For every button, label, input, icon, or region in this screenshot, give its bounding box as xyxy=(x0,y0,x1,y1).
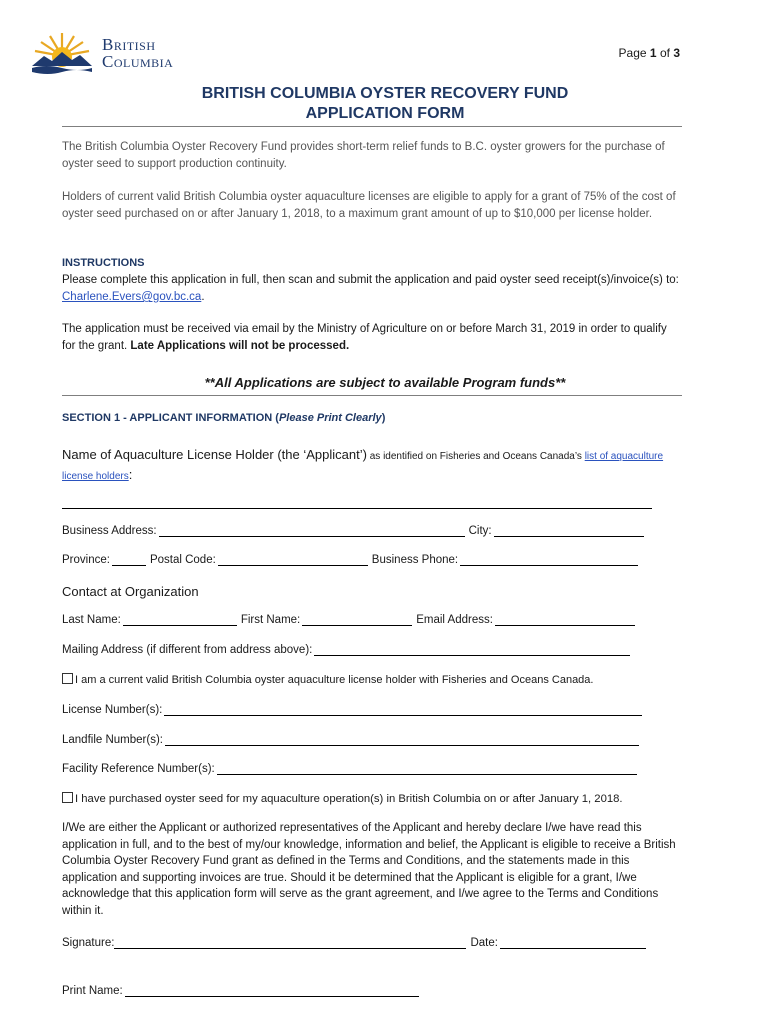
province-label: Province: xyxy=(62,554,110,566)
landfile-numbers-row xyxy=(62,733,643,746)
business-address-row xyxy=(62,524,648,537)
seed-purchase-checkbox-row xyxy=(62,792,623,805)
facility-reference-label: Facility Reference Number(s): xyxy=(62,763,215,775)
license-holder-checkbox-row xyxy=(62,673,593,686)
deadline-sentence: The application must be received via email by the Ministry of Agriculture on or before March 31, 2019 in order to qualify for the grant. xyxy=(62,323,667,352)
license-holder-checkbox[interactable] xyxy=(62,673,73,684)
license-numbers-label: License Number(s): xyxy=(62,704,163,716)
logo-text-line1: British xyxy=(102,35,156,54)
license-holder-checkbox-label: I am a current valid British Columbia oyster aquaculture license holder with Fisheries and Oceans Canada. xyxy=(75,674,594,686)
bc-logo-wordmark xyxy=(102,36,173,70)
applicant-name-main: Name of Aquaculture License Holder (the ‘Applicant’) xyxy=(62,447,367,462)
city-input[interactable] xyxy=(494,524,644,537)
facility-reference-input[interactable] xyxy=(217,762,637,775)
province-row xyxy=(62,553,642,566)
logo-text-line2: Columbia xyxy=(102,52,174,71)
print-name-input[interactable] xyxy=(125,984,419,997)
postal-code-input[interactable] xyxy=(218,553,368,566)
deadline-text xyxy=(62,321,682,355)
license-numbers-row xyxy=(62,703,646,716)
province-input[interactable] xyxy=(112,553,146,566)
mailing-address-input[interactable] xyxy=(314,643,630,656)
instructions-text-after: . xyxy=(201,291,205,303)
applicant-name-label xyxy=(62,446,672,486)
instructions-text xyxy=(62,272,682,306)
intro-paragraph-2: Holders of current valid British Columbia oyster aquaculture licenses are eligible to apply for a grant of 75% of the cost of oyster seed purchased on or after January 1, 2018, to a maximum grant amount of up to $10,000 per license holder. xyxy=(62,191,676,220)
seed-purchase-checkbox[interactable] xyxy=(62,792,73,803)
first-name-label: First Name: xyxy=(240,614,301,626)
page-prefix: Page xyxy=(618,46,647,60)
form-title-line1: BRITISH COLUMBIA OYSTER RECOVERY FUND xyxy=(201,85,569,102)
page-number xyxy=(619,46,680,60)
business-phone-input[interactable] xyxy=(460,553,638,566)
section1-heading xyxy=(62,412,385,424)
print-name-label: Print Name: xyxy=(62,985,123,997)
section1-heading-suffix: ) xyxy=(381,412,386,424)
bc-sun-mountain-icon xyxy=(30,30,94,76)
late-applications-text: Late Applications will not be processed. xyxy=(130,340,350,352)
applicant-name-input-line[interactable] xyxy=(62,508,652,509)
mailing-address-row xyxy=(62,643,634,656)
business-address-label: Business Address: xyxy=(62,525,157,537)
email-address-label: Email Address: xyxy=(416,614,493,626)
funds-note: **All Applications are subject to available Program funds** xyxy=(204,375,566,390)
applicant-name-small: as identified on Fisheries and Oceans Canada’s xyxy=(366,451,585,462)
page-total: 3 xyxy=(673,46,680,60)
business-address-input[interactable] xyxy=(159,524,465,537)
landfile-numbers-input[interactable] xyxy=(165,733,639,746)
declaration-text: I/We are either the Applicant or authorized representatives of the Applicant and hereby declare I/we have read this application in full, and to the best of my/our knowledge, information and belief, the Applicant is eligible to receive a British Columbia Oyster Recovery Fund grant as defined in the Terms and Conditions, and the statements made in this application and supporting invoices are true. Should it be determined that the Applicant is eligible for a grant, I/we acknowledge that this application form will serve as the grant agreement, and I/we agree to the Terms and Conditions within it. xyxy=(62,822,676,917)
license-holders-link[interactable]: list of aquaculture license holders xyxy=(62,451,664,482)
license-numbers-input[interactable] xyxy=(164,703,642,716)
intro-paragraph-1: The British Columbia Oyster Recovery Fund provides short-term relief funds to B.C. oyster growers for the purchase of oyster seed to support production continuity. xyxy=(62,141,665,170)
email-address-input[interactable] xyxy=(495,613,635,626)
mailing-address-label: Mailing Address (if different from address above): xyxy=(62,644,313,656)
last-name-input[interactable] xyxy=(123,613,237,626)
signature-row xyxy=(62,936,650,949)
facility-reference-row xyxy=(62,762,641,775)
section1-heading-italic: Please Print Clearly xyxy=(278,412,382,424)
business-phone-label: Business Phone: xyxy=(371,554,459,566)
city-label: City: xyxy=(468,525,492,537)
last-name-label: Last Name: xyxy=(62,614,121,626)
form-title-line2: APPLICATION FORM xyxy=(305,105,465,122)
date-input[interactable] xyxy=(500,936,646,949)
contact-name-row xyxy=(62,613,639,626)
title-divider xyxy=(62,126,682,127)
print-name-row xyxy=(62,984,423,997)
postal-code-label: Postal Code: xyxy=(149,554,216,566)
section1-heading-prefix: SECTION 1 - APPLICANT INFORMATION ( xyxy=(62,412,279,424)
signature-label: Signature: xyxy=(62,937,115,949)
instructions-heading: INSTRUCTIONS xyxy=(62,257,145,269)
landfile-numbers-label: Landfile Number(s): xyxy=(62,734,163,746)
contact-heading: Contact at Organization xyxy=(62,584,199,599)
bc-logo xyxy=(30,30,190,78)
signature-input[interactable] xyxy=(114,936,466,949)
date-label: Date: xyxy=(470,937,498,949)
seed-purchase-checkbox-label: I have purchased oyster seed for my aquaculture operation(s) in British Columbia on or after January 1, 2018. xyxy=(75,793,623,805)
page-of: of xyxy=(659,46,670,60)
instructions-text-before: Please complete this application in full, then scan and submit the application and paid oyster seed receipt(s)/invoice(s) to: xyxy=(62,274,679,286)
first-name-input[interactable] xyxy=(302,613,412,626)
applicant-name-colon: : xyxy=(128,467,133,482)
email-link[interactable]: Charlene.Evers@gov.bc.ca xyxy=(62,291,202,303)
page-current: 1 xyxy=(649,46,657,60)
section-divider xyxy=(62,395,682,396)
